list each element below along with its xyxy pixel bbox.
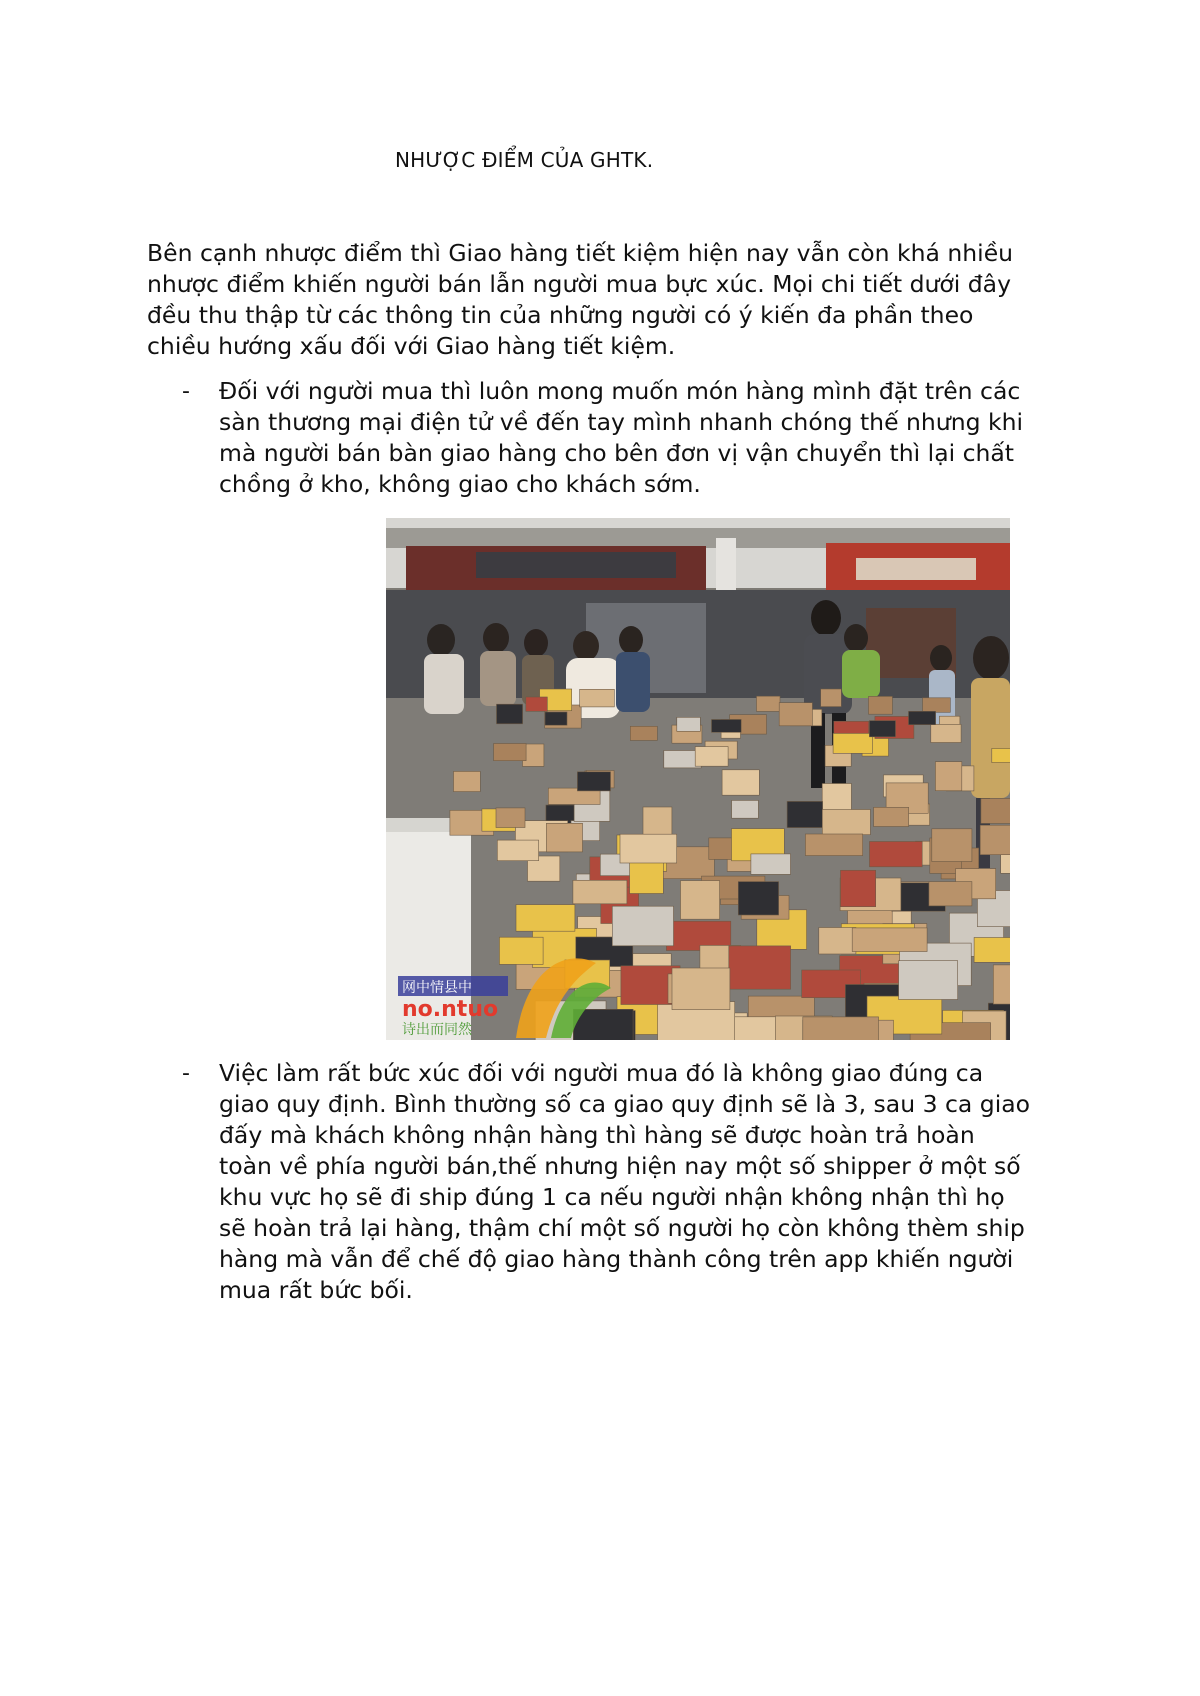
- parcel-box: [821, 689, 842, 707]
- parcel-box: [612, 906, 673, 946]
- bullet-text: [219, 376, 1109, 500]
- parcel-box: [899, 961, 958, 1000]
- parcel-box: [822, 810, 870, 835]
- parcel-box: [573, 1009, 633, 1040]
- parcel-box: [841, 870, 876, 906]
- bullet-line: giao quy định. Bình thường số ca giao quy định sẽ là 3, sau 3 ca giao: [219, 1090, 1031, 1118]
- parcel-box: [672, 968, 730, 1010]
- parcel-box: [852, 928, 927, 952]
- parcel-box: [787, 801, 823, 827]
- parcel-box: [516, 905, 575, 932]
- parcel-box: [738, 882, 778, 915]
- parcel-box: [620, 834, 677, 863]
- bullet-text: [219, 1058, 1109, 1306]
- parcel-box: [931, 724, 961, 742]
- parcel-box: [630, 726, 657, 740]
- parcel-box: [732, 800, 759, 818]
- bullet-marker: -: [182, 379, 190, 404]
- parcel-box: [974, 938, 1010, 963]
- watermark-bottom-text: 诗出而同然: [402, 1022, 472, 1038]
- parcel-box: [681, 881, 720, 920]
- intro-line: chiều hướng xấu đối với Giao hàng tiết kiệm.: [147, 332, 676, 360]
- parcel-box: [497, 840, 538, 861]
- watermark-site-text: no.ntuo: [402, 997, 499, 1022]
- bullet-line: chồng ở kho, không giao cho khách sớm.: [219, 470, 701, 498]
- parcel-box: [874, 807, 909, 826]
- parcel-box: [757, 696, 781, 711]
- intro-line: nhược điểm khiến người bán lẫn người mua bực xúc. Mọi chi tiết dưới đây: [147, 270, 1011, 298]
- bullet-line: khu vực họ sẽ đi ship đúng 1 ca nếu người nhận không nhận thì họ: [219, 1183, 1005, 1211]
- bullet-line: hàng mà vẫn để chế độ giao hàng thành công trên app khiến người: [219, 1245, 1014, 1273]
- parcel-box: [695, 747, 728, 767]
- parcel-box: [729, 946, 791, 989]
- parcel-box: [545, 712, 567, 725]
- parcel-box: [833, 733, 872, 753]
- parcel-box: [573, 880, 627, 904]
- parcel-box: [929, 882, 972, 906]
- bullet-line: Việc làm rất bức xúc đối với người mua đó là không giao đúng ca: [219, 1059, 984, 1087]
- bullet-line: mà người bán bàn giao hàng cho bên đơn vị vận chuyển thì lại chất: [219, 439, 1015, 467]
- intro-line: đều thu thập từ các thông tin của những người có ý kiến đa phần theo: [147, 301, 974, 329]
- parcel-box: [819, 928, 856, 955]
- parcel-box: [923, 698, 951, 713]
- parcel-box: [526, 697, 548, 711]
- parcel-box: [869, 696, 893, 714]
- bullet-line: toàn về phía người bán,thế nhưng hiện nay một số shipper ở một số: [219, 1152, 1021, 1180]
- parcel-box: [751, 854, 791, 875]
- bullet-line: mua rất bức bối.: [219, 1276, 413, 1304]
- parcel-box: [909, 711, 936, 724]
- bullet-marker: -: [182, 1061, 190, 1086]
- parcel-box: [803, 1017, 879, 1040]
- parcel-box: [722, 770, 759, 795]
- bullet-line: sẽ hoàn trả lại hàng, thậm chí một số người họ còn không thèm ship: [219, 1214, 1025, 1242]
- parcel-box: [494, 744, 526, 761]
- parcel-box: [496, 808, 525, 828]
- intro-line: Bên cạnh nhược điểm thì Giao hàng tiết kiệm hiện nay vẫn còn khá nhiều: [147, 239, 1014, 267]
- bullet-line: đấy mà khách không nhận hàng thì hàng sẽ được hoàn trả hoàn: [219, 1121, 975, 1149]
- parcel-box: [980, 825, 1010, 855]
- parcel-box: [580, 689, 615, 707]
- parcel-box: [869, 721, 895, 737]
- parcel-box: [779, 703, 812, 726]
- bullet-line: Đối với người mua thì luôn mong muốn món hàng mình đặt trên các: [219, 377, 1021, 405]
- parcel-box: [677, 717, 701, 731]
- parcel-box: [454, 771, 481, 791]
- parcel-box: [630, 862, 664, 894]
- parcel-box: [993, 965, 1010, 1004]
- parcel-box: [870, 842, 923, 867]
- page-title: NHƯỢC ĐIỂM CỦA GHTK.: [395, 148, 654, 172]
- parcel-box: [981, 799, 1010, 824]
- parcel-box: [992, 748, 1010, 762]
- parcel-box: [499, 937, 543, 964]
- intro-paragraph: [147, 238, 1067, 362]
- parcel-box: [712, 720, 742, 733]
- parcel-box: [805, 834, 862, 856]
- bullet-line: sàn thương mại điện tử về đến tay mình nhanh chóng thế nhưng khi: [219, 408, 1024, 436]
- parcel-box: [935, 762, 961, 791]
- parcel-box: [546, 823, 582, 852]
- watermark-top-text: 网中情县中: [402, 980, 472, 996]
- parcel-box: [932, 829, 972, 862]
- parcel-box: [577, 772, 610, 791]
- warehouse-parcels-photo: [386, 518, 1010, 1040]
- parcel-box: [497, 704, 523, 724]
